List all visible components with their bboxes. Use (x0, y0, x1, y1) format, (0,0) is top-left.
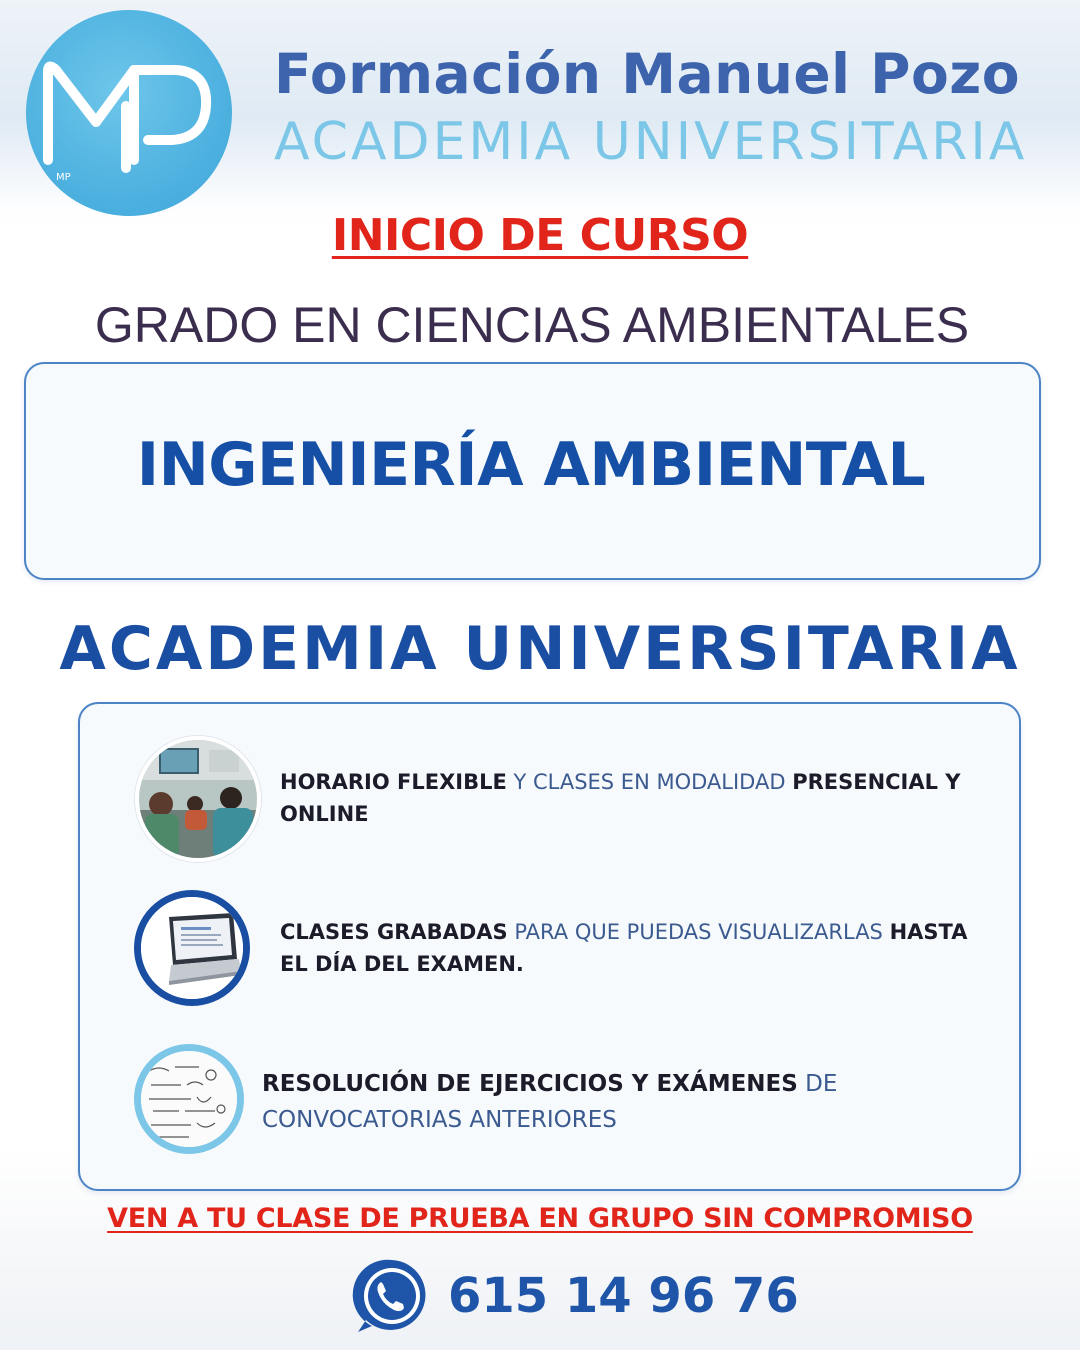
classroom-photo-icon (135, 736, 261, 862)
brand-name: Formación Manuel Pozo (274, 42, 1021, 106)
laptop-icon (134, 890, 250, 1006)
feature-text-recorded: CLASES GRABADAS PARA QUE PUEDAS VISUALIZARLAS HASTA EL DÍA DEL EXAMEN. (280, 920, 968, 976)
free-trial-cta[interactable]: VEN A TU CLASE DE PRUEBA EN GRUPO SIN COMPROMISO (107, 1203, 973, 1234)
feature-text-schedule: HORARIO FLEXIBLE Y CLASES EN MODALIDAD PRESENCIAL Y ONLINE (280, 770, 961, 826)
svg-text:MP: MP (56, 172, 71, 183)
course-start-heading: INICIO DE CURSO (331, 210, 749, 261)
exercises-sheet-icon (134, 1044, 244, 1154)
feature-text-exercises: RESOLUCIÓN DE EJERCICIOS Y EXÁMENES DE CONVOCATORIAS ANTERIORES (262, 1071, 838, 1133)
phone-contact[interactable] (352, 1256, 812, 1336)
subject-title: INGENIERÍA AMBIENTAL (136, 430, 926, 500)
mp-logo-icon (26, 10, 232, 216)
phone-number[interactable]: 615 14 96 76 (448, 1268, 799, 1324)
degree-title: GRADO EN CIENCIAS AMBIENTALES (94, 297, 970, 353)
academy-heading: ACADEMIA UNIVERSITARIA (59, 614, 1021, 684)
brand-subtitle: ACADEMIA UNIVERSITARIA (274, 112, 1028, 172)
whatsapp-icon (352, 1256, 432, 1336)
